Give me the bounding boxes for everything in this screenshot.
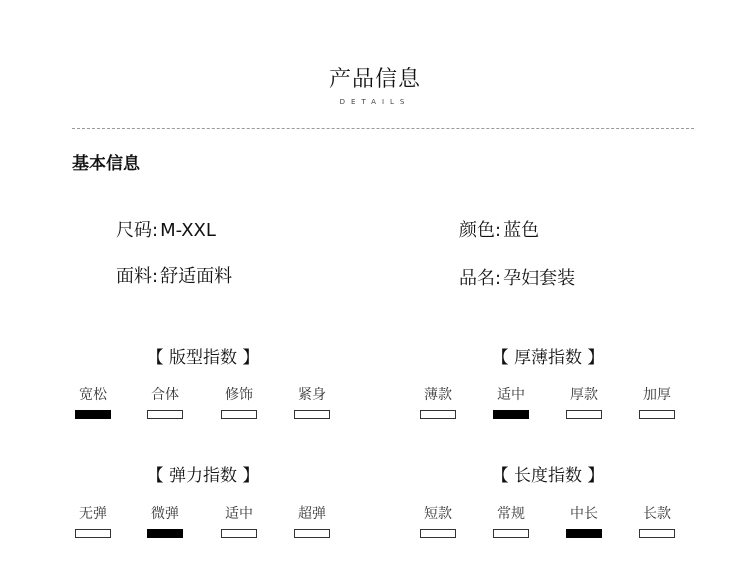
fit-option-box: [294, 410, 330, 419]
info-size: [116, 216, 216, 242]
length-option-label: 常规: [497, 506, 525, 522]
page-title: 产品信息: [328, 67, 421, 92]
elasticity-option: [209, 505, 269, 538]
thickness-option-box: [566, 410, 602, 419]
elasticity-option-label: 适中: [225, 506, 253, 522]
info-color-label: 颜色:: [459, 220, 502, 241]
length-option-box: [420, 529, 456, 538]
length-option-box: [493, 529, 529, 538]
info-size-value: M-XXL: [160, 220, 216, 241]
elasticity-option-box: [221, 529, 257, 538]
fit-option: [63, 386, 123, 419]
thickness-index-title: 【 厚薄指数 】: [491, 348, 605, 368]
info-color-value: 蓝色: [503, 220, 540, 241]
thickness-option-label: 薄款: [424, 387, 452, 403]
info-fabric-label: 面料:: [116, 266, 159, 287]
thickness-option: [408, 386, 468, 419]
elasticity-option-box: [75, 529, 111, 538]
fit-option-label: 修饰: [225, 387, 253, 403]
info-fabric-value: 舒适面料: [160, 266, 233, 287]
thickness-option-box: [493, 410, 529, 419]
thickness-option-label: 厚款: [570, 387, 598, 403]
thickness-option: [554, 386, 614, 419]
elasticity-option-box: [294, 529, 330, 538]
elasticity-index-title: 【 弹力指数 】: [146, 466, 260, 486]
elasticity-option-label: 超弹: [298, 506, 326, 522]
thickness-option: [481, 386, 541, 419]
fit-option-box: [75, 410, 111, 419]
thickness-option-label: 适中: [497, 387, 525, 403]
info-fabric: [116, 262, 232, 288]
fit-option-label: 紧身: [298, 387, 326, 403]
length-option-label: 短款: [424, 506, 452, 522]
fit-option-box: [147, 410, 183, 419]
fit-option-label: 合体: [151, 387, 179, 403]
length-option: [408, 505, 468, 538]
length-option-box: [639, 529, 675, 538]
fit-option: [282, 386, 342, 419]
fit-option-label: 宽松: [79, 387, 107, 403]
elasticity-option: [282, 505, 342, 538]
thickness-option: [627, 386, 687, 419]
elasticity-option-box: [147, 529, 183, 538]
elasticity-option-label: 无弹: [79, 506, 107, 522]
length-option-box: [566, 529, 602, 538]
fit-option: [209, 386, 269, 419]
thickness-option-box: [639, 410, 675, 419]
info-name: [459, 264, 575, 290]
fit-option: [135, 386, 195, 419]
dashed-divider: [72, 128, 694, 129]
elasticity-option: [135, 505, 195, 538]
fit-index-title: 【 版型指数 】: [146, 348, 260, 368]
section-heading: 基本信息: [72, 154, 140, 174]
length-option-label: 长款: [643, 506, 671, 522]
length-option: [554, 505, 614, 538]
fit-option-box: [221, 410, 257, 419]
info-size-label: 尺码:: [116, 220, 159, 241]
thickness-option-label: 加厚: [643, 387, 671, 403]
length-option: [627, 505, 687, 538]
length-option: [481, 505, 541, 538]
info-color: [459, 216, 539, 242]
info-name-label: 品名:: [459, 268, 502, 289]
info-name-value: 孕妇套装: [503, 268, 576, 289]
length-option-label: 中长: [570, 506, 598, 522]
elasticity-option: [63, 505, 123, 538]
elasticity-option-label: 微弹: [151, 506, 179, 522]
page-subtitle: DETAILS: [339, 98, 411, 106]
thickness-option-box: [420, 410, 456, 419]
length-index-title: 【 长度指数 】: [491, 466, 605, 486]
